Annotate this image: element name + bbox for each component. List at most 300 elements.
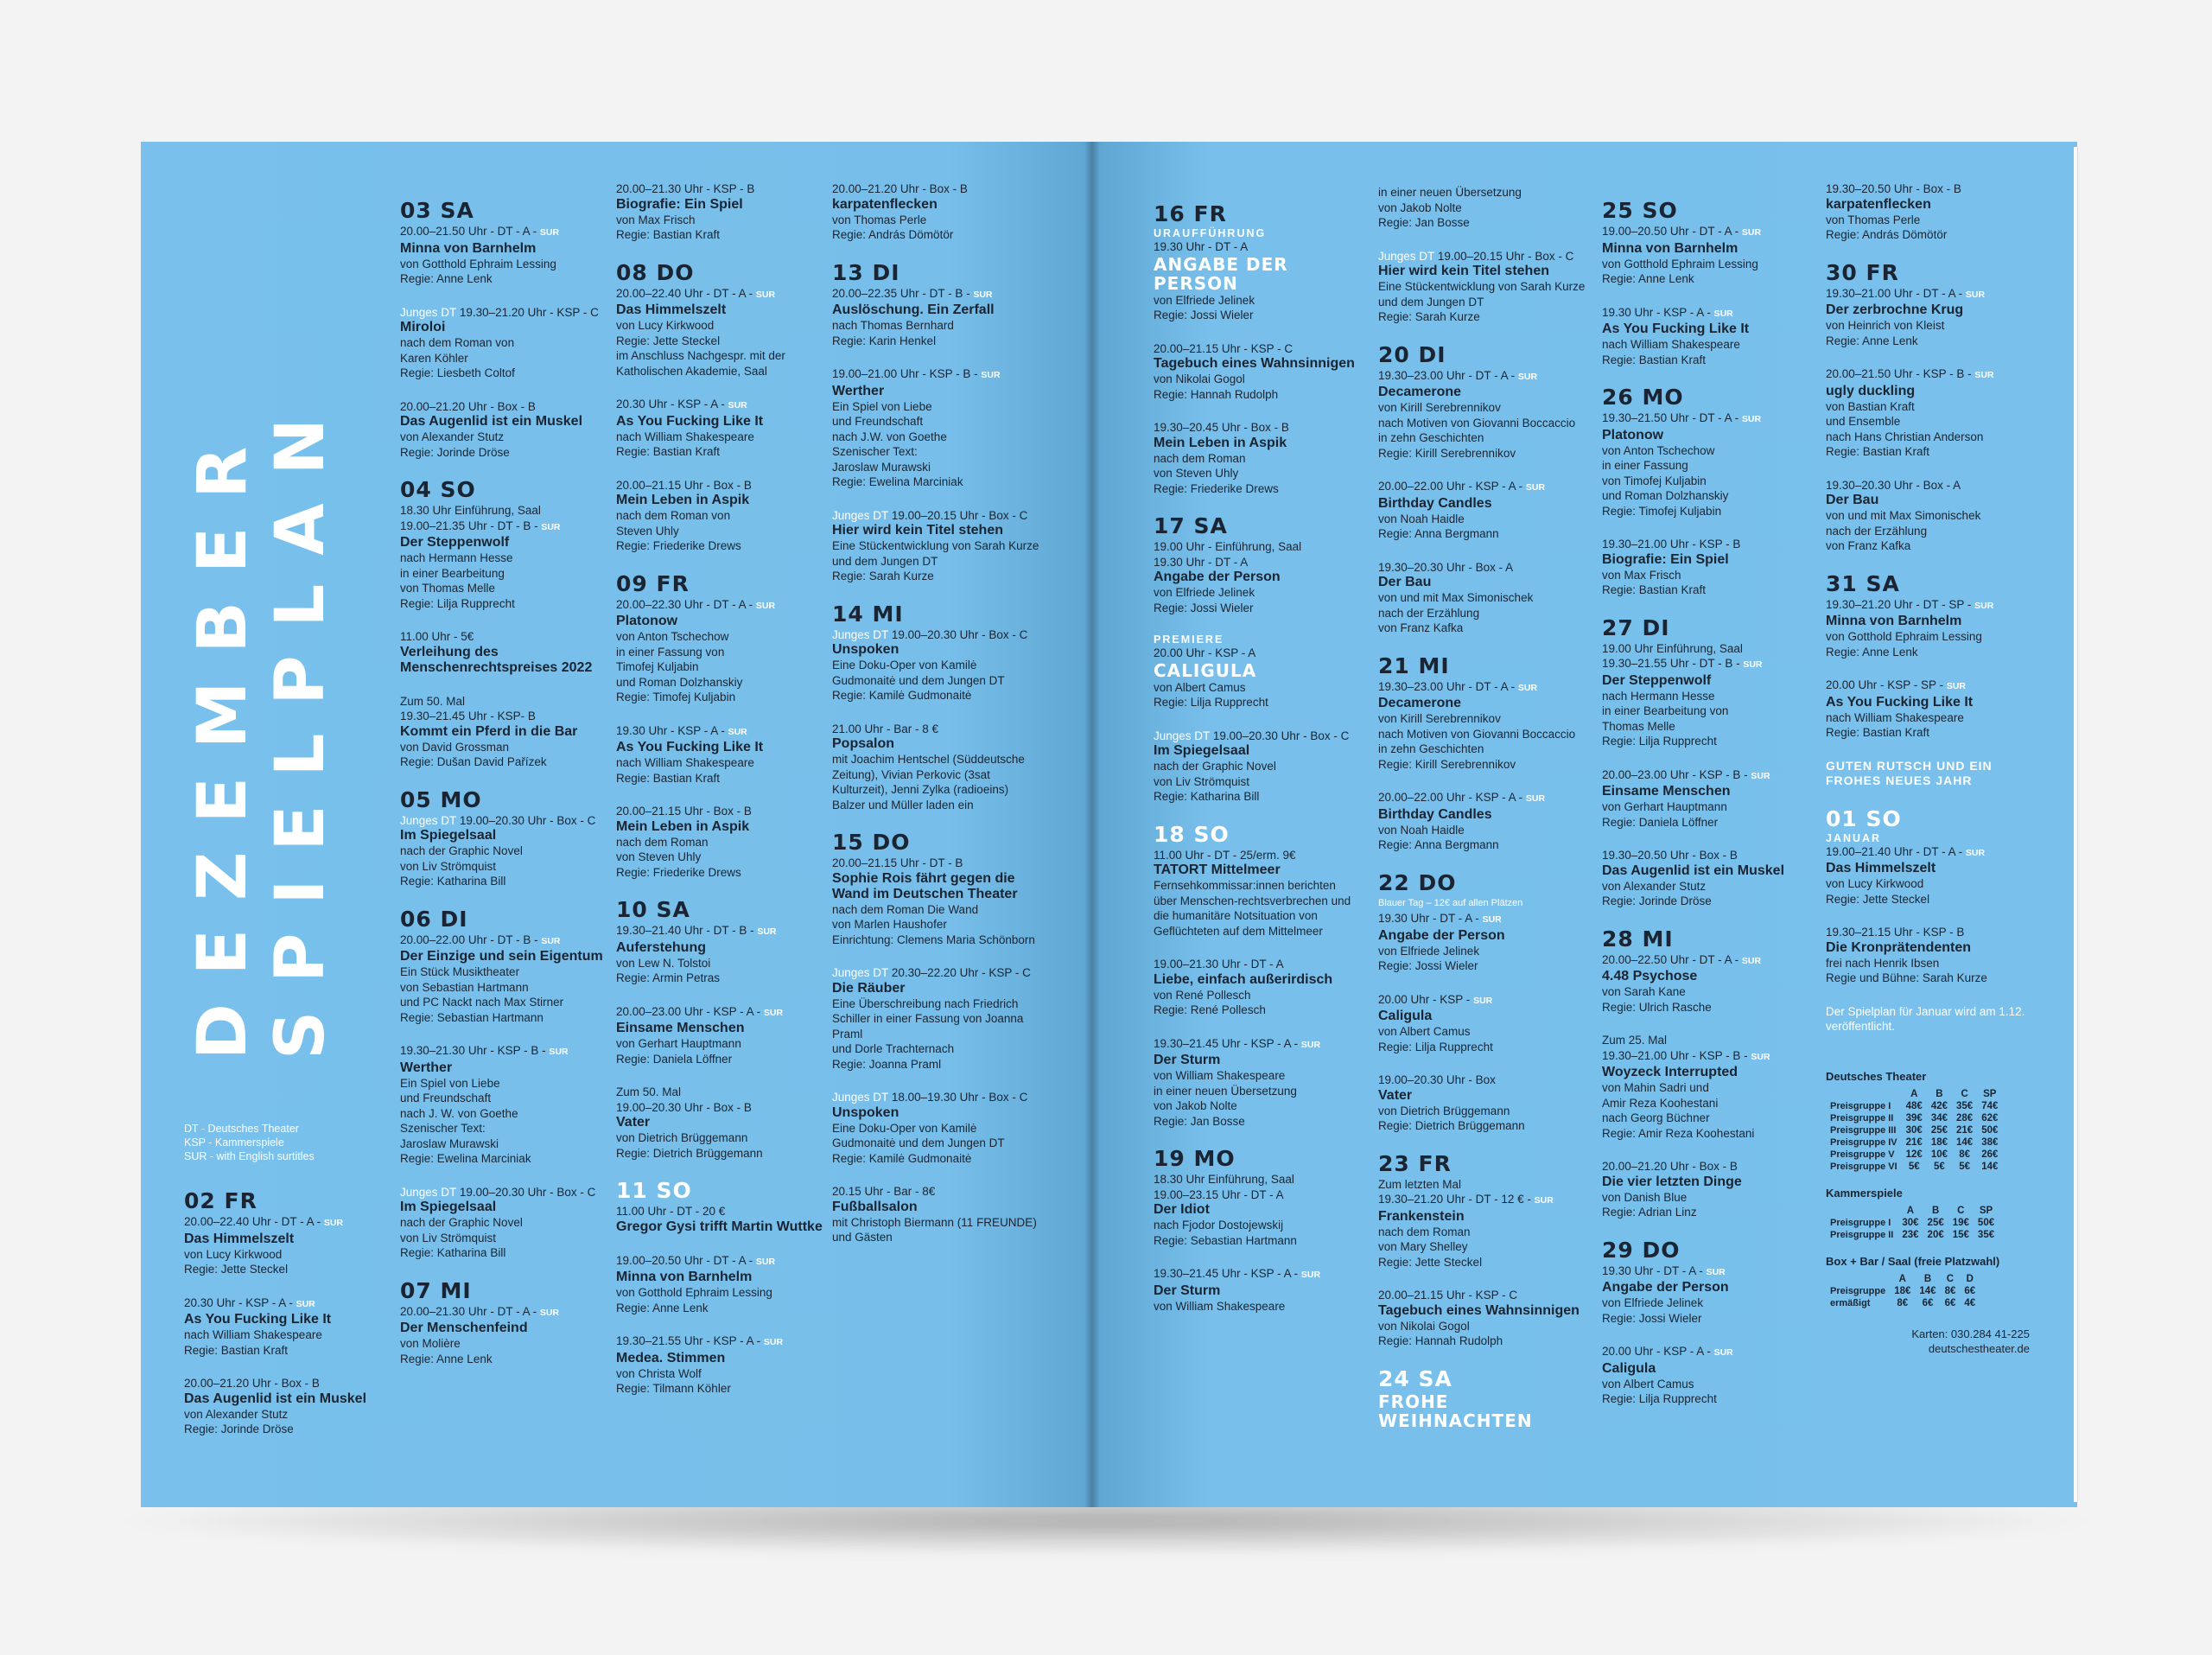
event-title: TATORT Mittelmeer <box>1154 863 1281 877</box>
event-detail: von Steven Uhly <box>1154 467 1239 480</box>
event-time <box>1154 646 1361 661</box>
event-detail: in einer Bearbeitung von <box>1602 704 1729 717</box>
event-detail: von Noah Haidle <box>1378 823 1465 837</box>
event-detail: von Dietrich Brüggemann <box>616 1131 748 1144</box>
price-table-box <box>1826 1273 1980 1309</box>
event-detail: Regie: Adrian Linz <box>1602 1206 1697 1219</box>
price-header: B <box>1923 1274 1932 1284</box>
event-time <box>400 1304 612 1321</box>
event-time <box>400 399 612 415</box>
time-text: 19.30–21.50 Uhr - DT - A - <box>1602 411 1739 424</box>
event-detail: Regie: Karin Henkel <box>832 334 937 347</box>
time-text: Zum 25. Mal <box>1602 1034 1668 1047</box>
time-text: 20.00 Uhr - KSP - A <box>1154 646 1256 659</box>
event-entry <box>1602 1033 1809 1141</box>
time-text: 19.00–20.30 Uhr - Box - C <box>459 1185 596 1199</box>
price-value: 19€ <box>1952 1218 1969 1228</box>
price-value: 35€ <box>1956 1101 1974 1111</box>
event-detail: Regie: Jan Bosse <box>1378 216 1470 229</box>
event-detail: von Albert Camus <box>1154 680 1246 694</box>
event-time <box>1378 560 1586 576</box>
time-text: 19.30 Uhr - DT - A <box>1154 555 1249 569</box>
event-time <box>1826 678 2042 695</box>
event-detail: Regie: Jorinde Dröse <box>400 445 510 459</box>
event-title: Das Augenlid ist ein Muskel <box>1602 863 1785 878</box>
sur-label: SUR <box>1525 482 1546 493</box>
event-title: Vater <box>1378 1087 1413 1103</box>
event-detail: Regie: Jette Steckel <box>184 1263 289 1276</box>
title-spielplan: SPIELPLAN <box>262 390 340 1060</box>
event-detail: von Elfriede Jelinek <box>1378 944 1480 958</box>
event-entry <box>1378 249 1586 325</box>
event-title: Decamerone <box>1378 696 1462 710</box>
time-text: 20.00 Uhr - KSP - SP - <box>1826 678 1944 691</box>
time-text: 20.00–21.50 Uhr - KSP - B - <box>1826 367 1972 380</box>
sur-label: SUR <box>1706 1266 1726 1277</box>
time-text: 20.00–23.00 Uhr - KSP - B - <box>1602 767 1748 781</box>
price-header <box>1826 1088 1902 1100</box>
time-text: 19.30–21.55 Uhr - KSP - A - <box>616 1334 761 1347</box>
event-entry <box>1602 616 1809 749</box>
contact-web: deutschestheater.de <box>1928 1342 2030 1355</box>
event-time <box>1378 1288 1586 1303</box>
event-entry <box>616 723 823 786</box>
event-detail: von Alexander Stutz <box>400 430 505 443</box>
event-title: Medea. Stimmen <box>616 1350 726 1365</box>
event-detail: Ein Spiel von Liebe <box>832 399 932 413</box>
event-entry <box>616 181 823 243</box>
event-entry <box>1826 261 2042 349</box>
event-entry <box>1826 1004 2042 1034</box>
time-text: 18.00–19.30 Uhr - Box - C <box>891 1091 1028 1104</box>
book-gutter <box>1084 142 1100 1507</box>
sur-label: SUR <box>1751 1051 1770 1062</box>
event-time <box>1826 925 2042 940</box>
day-heading: 11 SO <box>616 1178 692 1203</box>
event-detail: Regie: Kamilė Gudmonaitė <box>832 1151 972 1165</box>
event-entry <box>1826 478 2042 554</box>
event-detail: von Albert Camus <box>1378 1025 1471 1038</box>
event-detail: Eine Überschreibung nach Friedrich Schiller in einer Fassung von Joanna Praml <box>832 996 1024 1041</box>
event-entry <box>1602 848 1809 909</box>
event-detail: von Lucy Kirkwood <box>184 1247 283 1261</box>
time-text: 19.30–21.00 Uhr - KSP - B - <box>1602 1048 1748 1062</box>
price-table-dt <box>1826 1088 2002 1173</box>
event-detail: nach Hans Christian Anderson <box>1826 430 1984 443</box>
event-subtitle: PREMIERE <box>1154 633 1224 646</box>
event-entry <box>1154 1147 1361 1248</box>
sur-label: SUR <box>549 1047 569 1057</box>
time-text: 20.00–21.30 Uhr - KSP - B <box>616 182 755 195</box>
event-time <box>1378 790 1586 807</box>
event-detail: von Anton Tschechow <box>1602 443 1715 457</box>
event-detail: von Sarah Kane <box>1602 985 1686 998</box>
day-heading: 22 DO <box>1378 869 1457 895</box>
column-4 <box>832 181 1039 1264</box>
event-detail: von David Grossman <box>400 740 510 754</box>
event-entry <box>1826 807 2042 907</box>
event-entry <box>1378 871 1586 974</box>
event-entry <box>616 1085 823 1161</box>
event-time <box>616 1085 823 1100</box>
event-detail: Regie: Dietrich Brüggemann <box>616 1146 763 1160</box>
event-detail: von und mit Max Simonischek <box>1826 509 1981 522</box>
event-time <box>616 1204 823 1219</box>
time-text: 19.30–20.45 Uhr - Box - B <box>1154 421 1289 434</box>
event-detail: Regie: Lilja Rupprecht <box>400 596 515 610</box>
event-time <box>1602 1344 1809 1361</box>
event-entry <box>1826 678 2042 741</box>
event-entry <box>1154 957 1361 1018</box>
event-time <box>832 366 1039 384</box>
time-text: 19.30 Uhr - KSP - A - <box>616 723 725 737</box>
event-time <box>832 627 1039 643</box>
event-detail: Regie und Bühne: Sarah Kurze <box>1826 971 1987 984</box>
event-entry <box>400 478 612 611</box>
price-value: 6€ <box>1964 1286 1976 1296</box>
price-row <box>1826 1136 2002 1149</box>
event-time <box>832 1184 1039 1200</box>
event-time <box>1602 1159 1809 1174</box>
event-time <box>1602 848 1809 863</box>
event-time <box>400 629 612 645</box>
sur-label: SUR <box>1300 1039 1321 1050</box>
event-detail: Fernsehkommissar:innen berichten über Menschen-rechtsverbrechen und die humanitäre Notsituation von Geflüchteten auf dem Mittelmeer <box>1154 879 1351 938</box>
event-detail: Regie: Jette Steckel <box>1826 892 1930 906</box>
time-text: 20.30–22.20 Uhr - KSP - C <box>891 966 1031 979</box>
time-text: 19.00–20.30 Uhr - Box - B <box>616 1100 752 1114</box>
event-entry <box>616 898 823 986</box>
event-title: ugly duckling <box>1826 383 1916 398</box>
event-detail: und Roman Dolzhanskiy <box>1602 489 1729 502</box>
event-time <box>400 503 612 519</box>
event-detail: Steven Uhly <box>616 524 679 538</box>
event-detail: Regie: Bastian Kraft <box>1826 445 1930 458</box>
event-detail: Regie: Friederike Drews <box>616 539 741 552</box>
event-title-large: FROHE WEIHNACHTEN <box>1378 1391 1533 1431</box>
time-text: 19.30 Uhr - DT - A - <box>1602 1264 1703 1277</box>
event-time-2 <box>616 1100 823 1116</box>
event-entry <box>400 399 612 461</box>
event-detail: von Nikolai Gogol <box>1378 1319 1470 1333</box>
event-title: Das Himmelszelt <box>184 1231 295 1246</box>
price-value: 21€ <box>1905 1137 1923 1148</box>
time-text: 19.30–21.45 Uhr - KSP - A - <box>1154 1267 1299 1280</box>
time-text: 21.00 Uhr - Bar - 8 € <box>832 722 939 735</box>
event-detail: von Heinrich von Kleist <box>1826 319 1945 332</box>
event-detail: von Elfriede Jelinek <box>1154 293 1255 307</box>
event-detail: von Albert Camus <box>1602 1377 1694 1391</box>
event-title: Das Himmelszelt <box>1826 861 1936 875</box>
contact-phone: Karten: 030.284 41-225 <box>1911 1327 2030 1340</box>
event-title: Im Spiegelsaal <box>400 1200 497 1214</box>
event-title: Der Einzige und sein Eigentum <box>400 949 603 964</box>
time-text: 19.30–21.40 Uhr - DT - B - <box>616 924 754 937</box>
time-text: 18.30 Uhr Einführung, Saal <box>1154 1173 1294 1186</box>
time-text: 20.00–23.00 Uhr - KSP - A - <box>616 1004 761 1018</box>
event-entry <box>1154 633 1361 710</box>
event-detail: von Mary Shelley <box>1378 1240 1468 1253</box>
event-detail: Regie: Bastian Kraft <box>1602 353 1707 366</box>
event-detail: von Lucy Kirkwood <box>1826 877 1924 890</box>
event-detail: Ein Stück Musiktheater <box>400 965 520 978</box>
time-text: 19.00–20.30 Uhr - Box - C <box>1212 729 1350 742</box>
event-title: Minna von Barnhelm <box>1602 240 1738 256</box>
event-detail: von Elfriede Jelinek <box>1602 1296 1704 1309</box>
event-entry <box>1826 572 2042 660</box>
event-detail: Regie: Lilja Rupprecht <box>1154 696 1268 709</box>
event-detail: Regie: Amir Reza Koohestani <box>1602 1126 1755 1140</box>
event-time <box>616 923 823 940</box>
price-row <box>1826 1149 2002 1161</box>
event-entry <box>1602 385 1809 519</box>
price-value: 42€ <box>1930 1101 1948 1111</box>
event-detail: nach Motiven von Giovanni Boccaccio in zehn Geschichten <box>1378 416 1576 444</box>
event-title: Biografie: Ein Spiel <box>616 196 743 212</box>
day-heading: 08 DO <box>616 259 695 285</box>
event-entry <box>1378 1152 1586 1270</box>
event-time-2 <box>400 709 612 724</box>
event-title: Mein Leben in Aspik <box>616 493 750 507</box>
event-detail: von Thomas Melle <box>400 582 496 595</box>
event-title: Popsalon <box>832 736 895 751</box>
event-title: Die Räuber <box>832 980 906 996</box>
event-time <box>1154 729 1361 744</box>
sur-label: SUR <box>323 1218 344 1228</box>
time-text: 20.00–21.15 Uhr - KSP - C <box>1378 1289 1518 1302</box>
price-value: 20€ <box>1927 1230 1944 1240</box>
time-text: 19.00–21.35 Uhr - DT - B - <box>400 519 538 532</box>
event-entry <box>1378 654 1586 773</box>
event-title: As You Fucking Like It <box>616 413 764 429</box>
event-entry <box>1378 185 1586 231</box>
price-header: C <box>1957 1206 1965 1216</box>
day-heading: 02 FR <box>184 1188 257 1213</box>
day-heading: 19 MO <box>1154 1146 1236 1171</box>
right-page <box>1091 142 2077 1507</box>
event-title: Werther <box>832 383 885 398</box>
event-entry <box>832 1090 1039 1166</box>
event-entry <box>616 1334 823 1397</box>
event-detail: von Timofej Kuljabin <box>1602 474 1707 487</box>
time-text: 20.00–22.40 Uhr - DT - A - <box>184 1215 321 1228</box>
event-detail: von Lew N. Tolstoi <box>616 956 711 970</box>
event-entry <box>1154 341 1361 403</box>
event-time <box>616 1334 823 1351</box>
time-text: 19.00–20.30 Uhr - Box - C <box>459 813 596 827</box>
time-text: 20.00–21.20 Uhr - Box - B <box>184 1377 320 1390</box>
price-group: Preisgruppe <box>1830 1286 1886 1296</box>
event-detail: Regie: Katharina Bill <box>400 875 506 888</box>
event-time <box>1378 1177 1586 1193</box>
time-text: 19.30–21.55 Uhr - DT - B - <box>1602 657 1740 670</box>
event-title: Der Bau <box>1826 493 1879 507</box>
event-entry <box>616 804 823 880</box>
event-detail: Regie: Lilja Rupprecht <box>1602 735 1717 748</box>
event-detail: von Marlen Haushofer <box>832 918 947 931</box>
time-text: 19.30 Uhr - KSP - A - <box>1602 305 1711 319</box>
event-detail: von Anton Tschechow <box>616 630 729 643</box>
event-detail: Regie: Jorinde Dröse <box>1602 894 1712 907</box>
event-entry <box>832 508 1039 584</box>
time-text: 20.00–22.00 Uhr - DT - B - <box>400 933 538 946</box>
event-time <box>616 181 823 197</box>
price-value: 35€ <box>1977 1230 1995 1240</box>
event-title: Miroloi <box>400 320 446 334</box>
event-title: Auferstehung <box>616 939 706 955</box>
day-heading: 17 SA <box>1154 513 1228 538</box>
sur-label: SUR <box>1743 659 1763 670</box>
event-detail: nach Motiven von Giovanni Boccaccio in zehn Geschichten <box>1378 727 1576 755</box>
event-detail: Regie: Bastian Kraft <box>1602 583 1707 596</box>
day-heading: 26 MO <box>1602 385 1684 410</box>
junges-dt-label: Junges DT <box>400 305 457 319</box>
event-title: Hier wird kein Titel stehen <box>1378 264 1549 278</box>
event-detail: von Alexander Stutz <box>184 1407 289 1421</box>
event-title: Der zerbrochne Krug <box>1826 302 1964 317</box>
event-entry <box>616 1253 823 1316</box>
page-edge <box>2074 147 2078 1502</box>
time-text: 20.00 Uhr - KSP - A - <box>1602 1345 1711 1358</box>
event-title: Tagebuch eines Wahnsinnigen <box>1154 356 1355 371</box>
event-entry <box>616 261 823 379</box>
column-8 <box>1826 181 2042 1053</box>
price-value: 26€ <box>1981 1149 1999 1160</box>
event-detail: Ein Spiel von Liebe <box>400 1076 500 1090</box>
event-entry <box>184 1189 387 1277</box>
event-entry <box>1826 759 2042 789</box>
event-time <box>1602 305 1809 322</box>
event-time <box>1378 249 1586 264</box>
event-entry <box>1378 1288 1586 1349</box>
junges-dt-label: Junges DT <box>1378 249 1435 263</box>
event-time <box>1154 420 1361 436</box>
day-heading: 14 MI <box>832 601 904 627</box>
price-header: C <box>1961 1089 1968 1099</box>
event-title: Minna von Barnhelm <box>1826 614 1962 628</box>
event-entry <box>1378 790 1586 853</box>
event-title: Biografie: Ein Spiel <box>1602 551 1729 567</box>
event-title: Einsame Menschen <box>616 1021 745 1035</box>
legend <box>184 1122 315 1163</box>
price-group: Preisgruppe I <box>1830 1101 1891 1111</box>
event-time <box>1378 992 1586 1009</box>
event-detail: Regie: Katharina Bill <box>1154 790 1260 803</box>
event-detail: Regie: Jette Steckel <box>1378 1255 1483 1269</box>
time-text: 19.30 Uhr - DT - A <box>1154 240 1249 253</box>
left-page <box>141 142 1091 1507</box>
price-value: 10€ <box>1930 1149 1948 1160</box>
sur-label: SUR <box>728 726 747 737</box>
event-detail: Regie: Anne Lenk <box>1826 334 1918 347</box>
event-detail: Regie: Jette Steckel <box>616 334 721 347</box>
price-header: B <box>1931 1206 1940 1216</box>
event-time <box>1602 411 1809 428</box>
time-text: 20.00–22.40 Uhr - DT - A - <box>616 286 753 300</box>
event-detail: von Bastian Kraft <box>1826 399 1915 413</box>
event-detail: in einer Bearbeitung <box>400 566 505 580</box>
event-detail: Regie: Anne Lenk <box>400 1352 493 1365</box>
event-detail: frei nach Henrik Ibsen <box>1826 956 1940 970</box>
event-time <box>400 1043 612 1060</box>
event-entry <box>1602 537 1809 598</box>
price-header <box>1826 1273 1890 1285</box>
time-text: 19.00–20.50 Uhr - DT - A - <box>1602 225 1739 238</box>
time-text: 19.30–21.45 Uhr - KSP - A - <box>1154 1036 1299 1050</box>
price-header: B <box>1936 1089 1943 1099</box>
time-text: 19.30–21.20 Uhr - DT - SP - <box>1826 597 1972 611</box>
sur-label: SUR <box>1713 1347 1733 1358</box>
time-text: 19.00–20.50 Uhr - DT - A - <box>616 1253 753 1267</box>
event-detail: nach der Erzählung <box>1826 524 1928 538</box>
event-time <box>616 1004 823 1022</box>
event-detail: von Franz Kafka <box>1826 539 1911 552</box>
sur-label: SUR <box>296 1298 315 1309</box>
event-detail: Regie: Sebastian Hartmann <box>400 1010 543 1024</box>
event-detail: Eine Stückentwicklung von Sarah Kurze und dem Jungen DT <box>832 539 1039 568</box>
time-text: 19.30–21.00 Uhr - KSP - B <box>1602 538 1741 551</box>
event-detail: Regie: Bastian Kraft <box>616 228 721 241</box>
event-entry <box>1602 1344 1809 1407</box>
event-detail: nach William Shakespeare <box>616 430 754 443</box>
event-detail: Regie: Bastian Kraft <box>616 771 721 785</box>
event-detail: von Franz Kafka <box>1378 621 1464 634</box>
event-detail: und Freundschaft <box>400 1092 492 1104</box>
day-heading: 05 MO <box>400 786 482 812</box>
event-time <box>1154 848 1361 863</box>
event-detail: Regie: Jossi Wieler <box>1154 309 1254 321</box>
event-title: karpatenflecken <box>1826 196 1931 212</box>
event-detail: Regie: Dietrich Brüggemann <box>1378 1119 1525 1132</box>
event-detail: Regie: Anne Lenk <box>400 272 493 285</box>
event-subtitle: JANUAR <box>1826 831 1882 844</box>
event-subtitle: URAUFFÜHRUNG <box>1154 227 1267 239</box>
event-detail: Regie: Bastian Kraft <box>184 1343 289 1357</box>
event-detail: von Jakob Nolte <box>1378 201 1462 214</box>
event-detail: nach der Graphic Novel <box>1154 760 1276 773</box>
event-detail: Regie: Ewelina Marciniak <box>400 1152 531 1165</box>
event-time <box>1378 479 1586 496</box>
junges-dt-label: Junges DT <box>1154 729 1211 742</box>
title-dezember: DEZEMBER <box>184 417 262 1060</box>
price-row <box>1826 1217 1999 1229</box>
event-title: Im Spiegelsaal <box>400 828 497 843</box>
event-entry <box>832 602 1039 703</box>
event-detail: Regie: Friederike Drews <box>616 865 741 879</box>
event-entry <box>1602 767 1809 831</box>
time-text: 20.00–22.50 Uhr - DT - A - <box>1602 952 1739 966</box>
time-text: 20.00–21.15 Uhr - Box - B <box>616 478 752 492</box>
event-detail: in einer Fassung von <box>616 645 725 659</box>
event-detail: Regie: Anna Bergmann <box>1378 527 1499 540</box>
event-title: Minna von Barnhelm <box>616 1270 753 1284</box>
event-title: Fußballsalon <box>832 1199 918 1214</box>
event-title: Der Sturm <box>1154 1053 1221 1067</box>
event-entry <box>1826 181 2042 243</box>
event-detail: Regie: Dušan David Pařízek <box>400 755 547 768</box>
event-entry <box>400 907 612 1026</box>
price-header: A <box>1906 1206 1915 1216</box>
event-time <box>1826 286 2042 303</box>
time-text: 20.00–21.30 Uhr - DT - A - <box>400 1304 537 1318</box>
time-text: 19.30–20.50 Uhr - Box - B <box>1826 182 1961 195</box>
time-text: 19.00–23.15 Uhr - DT - A <box>1154 1187 1284 1201</box>
day-heading: 01 SO <box>1826 805 1902 831</box>
event-entry <box>616 1179 823 1235</box>
event-time <box>1378 1073 1586 1088</box>
event-detail: von Elfriede Jelinek <box>1154 586 1255 599</box>
event-entry <box>1602 199 1809 287</box>
